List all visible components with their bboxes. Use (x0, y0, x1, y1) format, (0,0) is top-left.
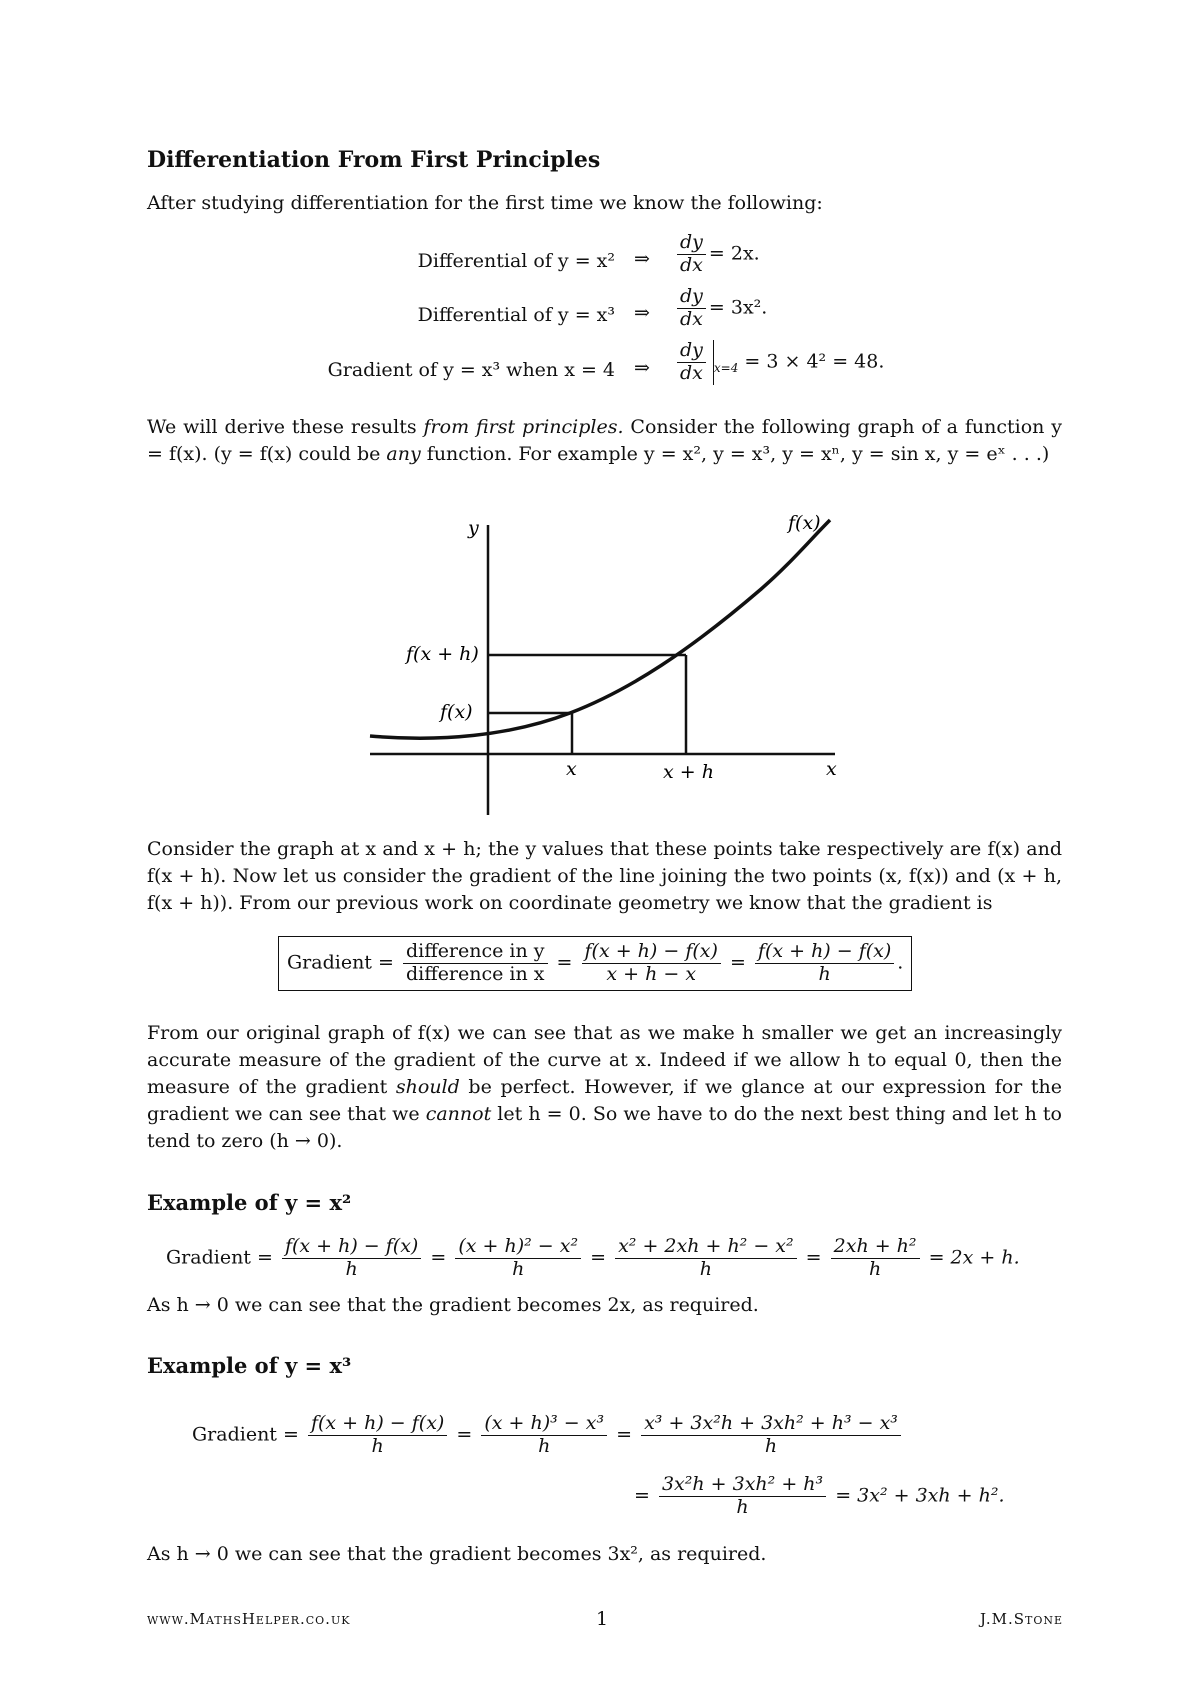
paragraph-2: Consider the graph at x and x + h; the y values that these points take respectively are f(x) and f(x + h). Now let us consider the gradient of the line joining the two points (x, f(x)) and (x + h, f(x + h)). From our previous work on coordinate geometry we know that the gradient is (147, 838, 1062, 914)
known-arrow-1: ⇒ (634, 248, 650, 270)
graph-fxh-label: f(x + h) (406, 643, 479, 665)
known-formula-2: $\frac{dy}{dx}$ = 3x². (674, 286, 767, 331)
example-1-derivation: Gradient = $\frac{f(x + h) - f(x)}{h}$ = $\frac{\text{(x + h)² − x²}}{h}$ = $\frac{\text{x² + 2xh + h² − x²}}{h}$ = $\frac{\text{2xh + h²}}{h}$ = 2x + h. (166, 1235, 1020, 1280)
intro-text: After studying differentiation for the first time we know the following: (147, 192, 823, 214)
example-2-derivation-line-2: = $\frac{\text{3x²h + 3xh² + h³}}{h}$ = 3x² + 3xh + h². (634, 1473, 1005, 1518)
graph-xh-tick: x + h (663, 761, 714, 783)
known-label-1: Differential of y = x² (417, 250, 615, 272)
example-1-conclusion: As h → 0 we can see that the gradient becomes 2x, as required. (147, 1294, 759, 1316)
function-curve (370, 520, 830, 738)
known-arrow-2: ⇒ (634, 302, 650, 324)
known-label-2: Differential of y = x³ (417, 304, 615, 326)
function-graph (360, 510, 860, 820)
graph-x-label: x (826, 758, 837, 780)
paragraph-3: From our original graph of f(x) we can see that as we make h smaller we get an increasingly accurate measure of the gradient of the curve at x. Indeed if we allow h to equal 0, then the measure of the gradient should be perfect. However, if we glance at our expression for the gradient we can see that we cannot let h = 0. So we have to do the next best thing and let h to tend to zero (h → 0). (147, 1022, 1062, 1152)
known-arrow-3: ⇒ (634, 357, 650, 379)
graph-x-tick: x (566, 758, 577, 780)
known-label-3: Gradient of y = x³ when x = 4 (327, 359, 615, 381)
example-1-heading: Example of y = x² (147, 1190, 352, 1215)
known-formula-1: $\frac{dy}{dx}$ = 2x. (674, 232, 760, 277)
footer-website: www.MathsHelper.co.uk (147, 1610, 351, 1628)
page-title: Differentiation From First Principles (147, 147, 601, 173)
example-2-derivation-line-1: Gradient = $\frac{f(x + h) - f(x)}{h}$ = $\frac{\text{(x + h)³ − x³}}{h}$ = $\frac{\text{x³ + 3x²h + 3xh² + h³ − x³}}{h}$ (192, 1413, 904, 1458)
known-formula-3: $\frac{dy}{dx}$ $_{x=4}$ = 3 × 4² = 48. (674, 340, 884, 385)
paragraph-1: We will derive these results from first principles. Consider the following graph of a function y = f(x). (y = f(x) could be any function. For example y = x², y = x³, y = xⁿ, y = sin x, y = eˣ . . .) (147, 416, 1062, 465)
example-2-heading: Example of y = x³ (147, 1353, 352, 1378)
page-number: 1 (596, 1608, 609, 1630)
graph-y-label: y (468, 517, 479, 539)
footer-author: J.M.Stone (979, 1610, 1063, 1628)
graph-fx-label: f(x) (440, 701, 473, 723)
example-2-conclusion: As h → 0 we can see that the gradient becomes 3x², as required. (147, 1543, 767, 1565)
graph-curve-label: f(x) (788, 512, 821, 534)
gradient-formula-box: Gradient = $\frac{\text{difference in y}}{\text{difference in x}}$ = $\frac{f(x + h) - f(x)}{x + h - x}$ = $\frac{f(x + h) - f(x)}{h}$ . (278, 936, 912, 991)
